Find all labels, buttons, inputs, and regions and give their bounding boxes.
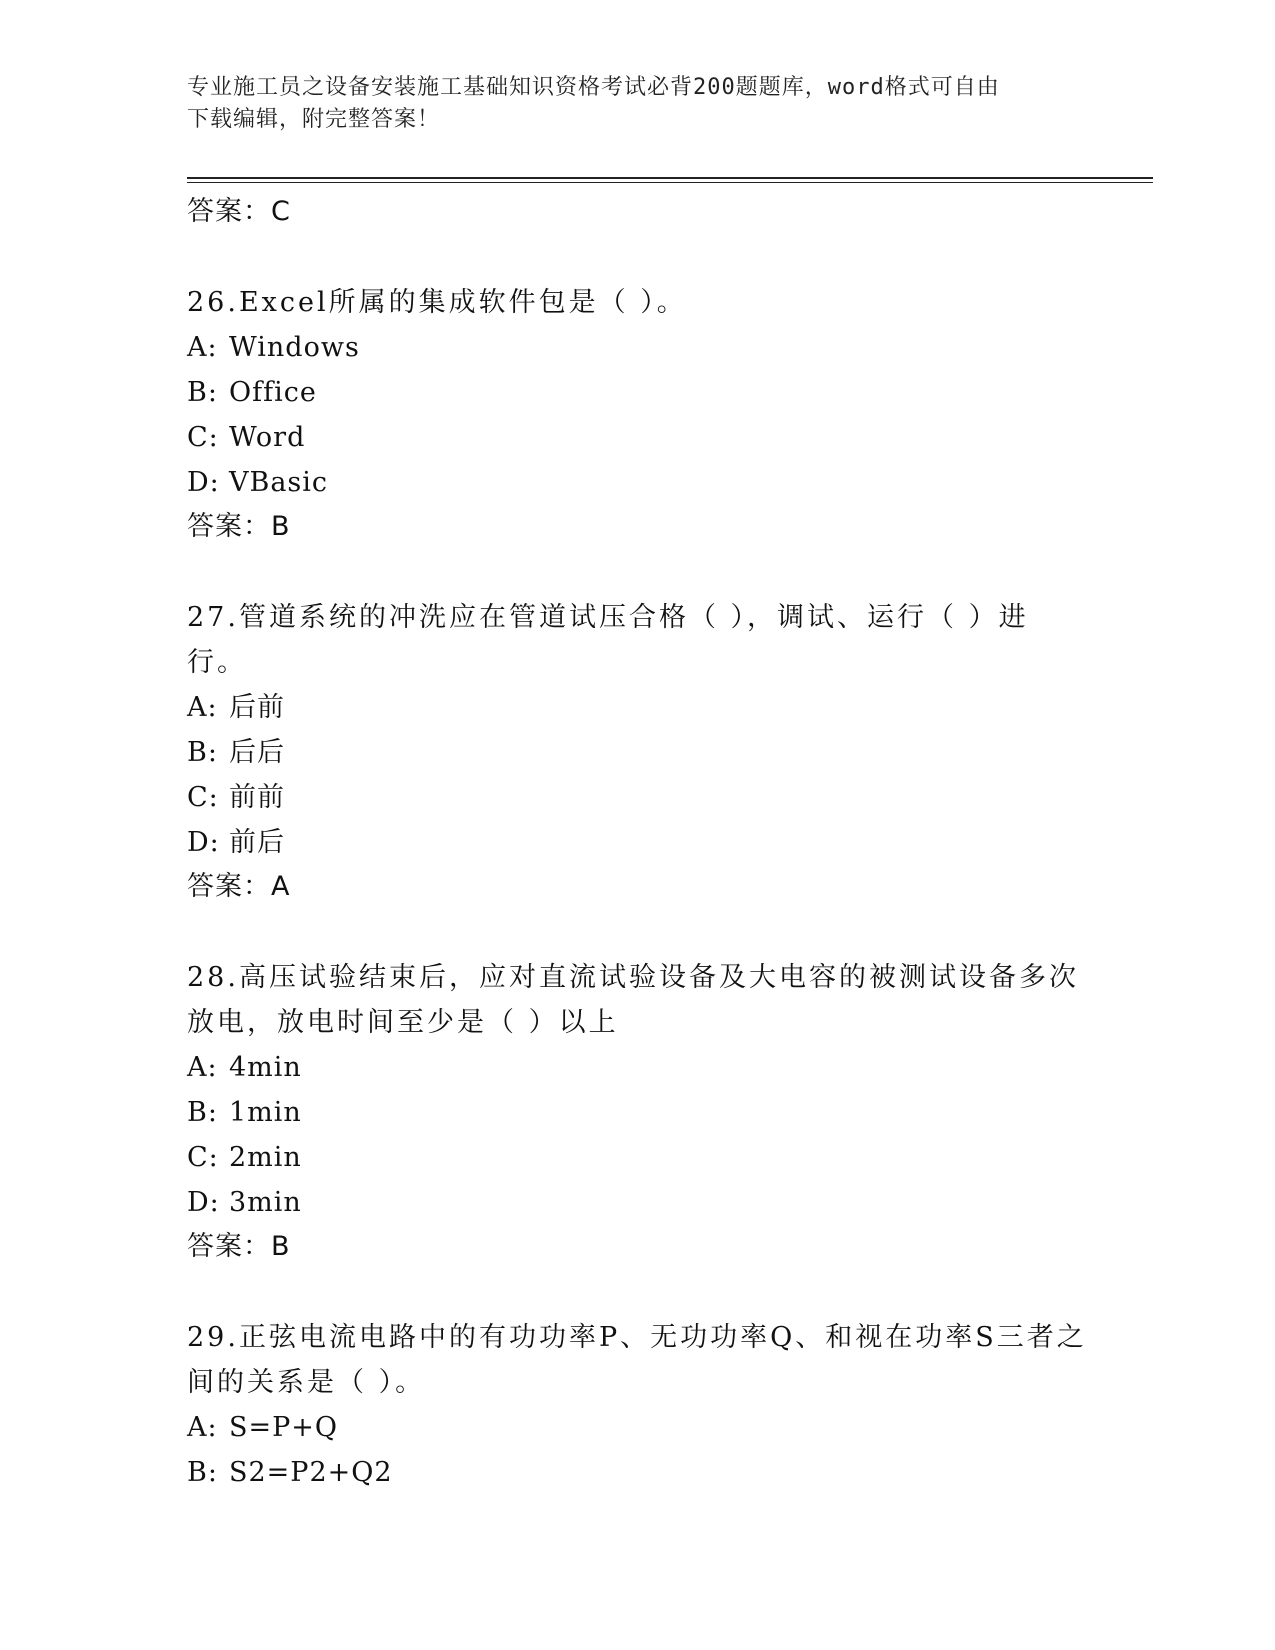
option-c: [187, 775, 1087, 820]
option-text: 3min: [229, 1187, 302, 1218]
option-key: B:: [187, 377, 218, 408]
option-key: B:: [187, 1097, 218, 1128]
option-text: Office: [229, 377, 317, 408]
option-text: 2min: [229, 1142, 302, 1173]
previous-answer: 答案：C: [187, 196, 291, 227]
option-text: Windows: [229, 332, 360, 363]
option-a: [187, 325, 1087, 370]
question-27: [187, 595, 1087, 909]
option-text: VBasic: [229, 467, 329, 498]
question-29: [187, 1315, 1087, 1495]
option-key: C:: [187, 782, 219, 813]
option-key: A:: [187, 692, 218, 723]
option-a: [187, 1405, 1087, 1450]
option-key: B:: [187, 737, 218, 768]
option-key: C:: [187, 1142, 219, 1173]
header-line-2: 下载编辑，附完整答案！: [187, 107, 441, 132]
option-text: 1min: [229, 1097, 302, 1128]
question-list: [187, 190, 1087, 1495]
option-text: 前前: [229, 782, 285, 813]
question-stem: 28.高压试验结束后，应对直流试验设备及大电容的被测试设备多次放电，放电时间至少是（ ）以上: [187, 962, 1079, 1038]
answer-line: 答案：B: [187, 1231, 291, 1262]
header-divider-thick: [187, 177, 1153, 179]
option-a: [187, 685, 1087, 730]
option-text: S2=P2+Q2: [229, 1457, 393, 1488]
option-text: 后前: [229, 692, 285, 723]
option-b: [187, 730, 1087, 775]
answer-line: 答案：B: [187, 511, 291, 542]
option-b: [187, 1450, 1087, 1495]
option-d: [187, 460, 1087, 505]
option-key: A:: [187, 332, 218, 363]
option-text: Word: [229, 422, 306, 453]
option-text: 前后: [229, 827, 285, 858]
question-28: [187, 955, 1087, 1269]
option-text: 4min: [229, 1052, 302, 1083]
option-key: C:: [187, 422, 219, 453]
header-divider-thin: [187, 182, 1153, 183]
question-stem: 27.管道系统的冲洗应在管道试压合格（ ），调试、运行（ ）进行。: [187, 602, 1029, 678]
option-key: A:: [187, 1412, 218, 1443]
document-header: [187, 72, 1067, 136]
option-key: D:: [187, 467, 220, 498]
answer-line: 答案：A: [187, 871, 291, 902]
question-26: [187, 280, 1087, 549]
option-d: [187, 820, 1087, 865]
option-key: D:: [187, 827, 220, 858]
option-d: [187, 1180, 1087, 1225]
option-key: A:: [187, 1052, 218, 1083]
header-line-1: 专业施工员之设备安装施工基础知识资格考试必背200题题库，word格式可自由: [187, 75, 1000, 100]
option-a: [187, 1045, 1087, 1090]
option-b: [187, 1090, 1087, 1135]
option-text: S=P+Q: [229, 1412, 339, 1443]
option-c: [187, 1135, 1087, 1180]
option-key: D:: [187, 1187, 220, 1218]
option-key: B:: [187, 1457, 218, 1488]
option-c: [187, 415, 1087, 460]
question-stem: 26.Excel所属的集成软件包是（ ）。: [187, 287, 687, 318]
question-stem: 29.正弦电流电路中的有功功率P、无功功率Q、和视在功率S三者之间的关系是（ ）。: [187, 1322, 1087, 1398]
option-text: 后后: [229, 737, 285, 768]
option-b: [187, 370, 1087, 415]
